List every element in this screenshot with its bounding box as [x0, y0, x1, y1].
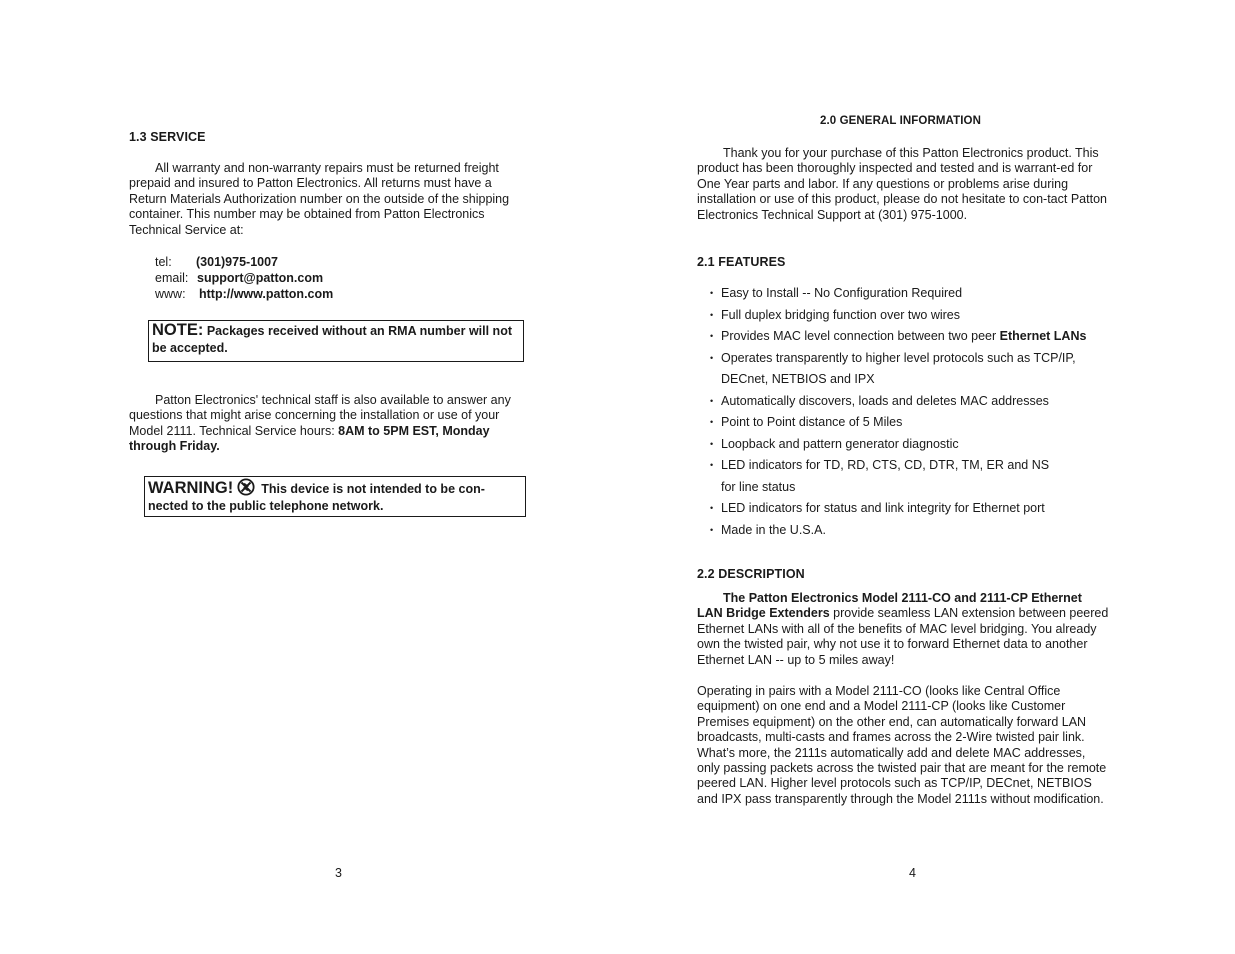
email-label: email:	[155, 271, 189, 285]
staff-text: Patton Electronics' technical staff is also available to answer any questions that might arise concerning the installation or use of your Model 2111. Technical Service hours:	[129, 393, 511, 438]
warning-box	[144, 476, 526, 517]
feature-continuation: DECnet, NETBIOS and IPX	[721, 372, 875, 386]
description-paragraph-1	[697, 591, 1109, 668]
staff-paragraph	[129, 393, 529, 455]
feature-text: Operates transparently to higher level protocols such as TCP/IP,	[721, 350, 1076, 365]
note-label: NOTE:	[152, 321, 204, 339]
email-row	[155, 270, 333, 286]
description-heading: 2.2 DESCRIPTION	[697, 567, 805, 581]
feature-text: Easy to Install -- No Configuration Required	[721, 286, 963, 300]
shock-hazard-icon	[237, 478, 255, 496]
feature-text: Full duplex bridging function over two wires	[721, 307, 961, 322]
features-list	[710, 283, 1110, 541]
feature-continuation: for line status	[721, 479, 796, 494]
description-paragraph-2: Operating in pairs with a Model 2111-CO (looks like Central Office equipment) on one end and a Model 2111-CP (looks like Customer Premises equipment) on the other end, can automatically forward LAN broadcasts, multi-casts and frames across the 2-Wire twisted pair link. What’s more, the 2111s automatically add and delete MAC addresses, only passing packets across the twisted pair that are meant for the remote peered LAN. Higher level protocols such as TCP/IP, DECnet, NETBIOS and IPX pass transparently through the Model 2111s without modification.	[697, 684, 1107, 806]
feature-text: Point to Point distance of 5 Miles	[721, 415, 903, 429]
page-number-right: 4	[909, 866, 916, 880]
feature-text: LED indicators for TD, RD, CTS, CD, DTR, TM, ER and NS	[721, 458, 1050, 472]
feature-text: LED indicators for status and link integrity for Ethernet port	[721, 501, 1045, 515]
tel-label: tel:	[155, 255, 172, 269]
note-box	[148, 320, 524, 362]
warning-text: This device is not intended to be con-nected to the public telephone network.	[148, 482, 485, 513]
service-intro-paragraph: All warranty and non-warranty repairs must be returned freight prepaid and insured to Patton Electronics. All returns must have a Return Materials Authorization number on the outside of the shipping container. This number may be obtained from Patton Electronics Technical Service at:	[129, 161, 510, 237]
warning-label: WARNING!	[148, 479, 234, 497]
tel-value: (301)975-1007	[196, 255, 279, 269]
feature-text: Made in the U.S.A.	[721, 522, 826, 537]
feature-item	[710, 348, 1110, 391]
feature-item	[710, 455, 1110, 498]
www-value: http://www.patton.com	[199, 287, 334, 301]
www-label: www:	[155, 287, 186, 301]
service-hours: 8AM to 5PM EST, Monday through Friday.	[129, 423, 490, 454]
feature-item	[710, 434, 1110, 456]
feature-text: Automatically discovers, loads and deletes MAC addresses	[721, 393, 1049, 408]
feature-item	[710, 326, 1110, 348]
general-info-heading: 2.0 GENERAL INFORMATION	[820, 115, 981, 127]
feature-text: Provides MAC level connection between two peer	[721, 329, 1000, 343]
feature-item	[710, 283, 1110, 305]
feature-item	[710, 520, 1110, 542]
feature-item	[710, 391, 1110, 413]
general-info-paragraph: Thank you for your purchase of this Patton Electronics product. This product has been thoroughly inspected and tested and is warrant-ed for One Year parts and labor. If any questions or problems arise during installation or use of this product, please do not hesitate to con-tact Patton Electronics Technical Support at (301) 975-1000.	[697, 146, 1107, 222]
note-text: Packages received without an RMA number will not be accepted.	[152, 324, 512, 355]
description-lead: The Patton Electronics Model 2111-CO and 2111-CP Ethernet LAN Bridge Extenders	[697, 591, 1082, 621]
left-page	[129, 0, 529, 954]
page-number-left: 3	[335, 866, 342, 880]
tel-row	[155, 254, 333, 270]
description-body: provide seamless LAN extension between peered Ethernet LANs with all of the benefits of MAC level bridging. You already own the twisted pair, why not use it to forward Ethernet data to another Ethernet LAN -- up to 5 miles away!	[697, 606, 1109, 667]
www-row	[155, 286, 333, 302]
features-heading: 2.1 FEATURES	[697, 255, 786, 269]
feature-bold: Ethernet LANs	[999, 329, 1087, 343]
right-page	[697, 0, 1109, 954]
feature-item	[710, 412, 1110, 434]
feature-item	[710, 498, 1110, 520]
contact-list	[155, 254, 333, 302]
email-value: support@patton.com	[197, 271, 324, 285]
feature-text: Loopback and pattern generator diagnostic	[721, 436, 959, 451]
service-heading: 1.3 SERVICE	[129, 130, 206, 144]
feature-item	[710, 305, 1110, 327]
